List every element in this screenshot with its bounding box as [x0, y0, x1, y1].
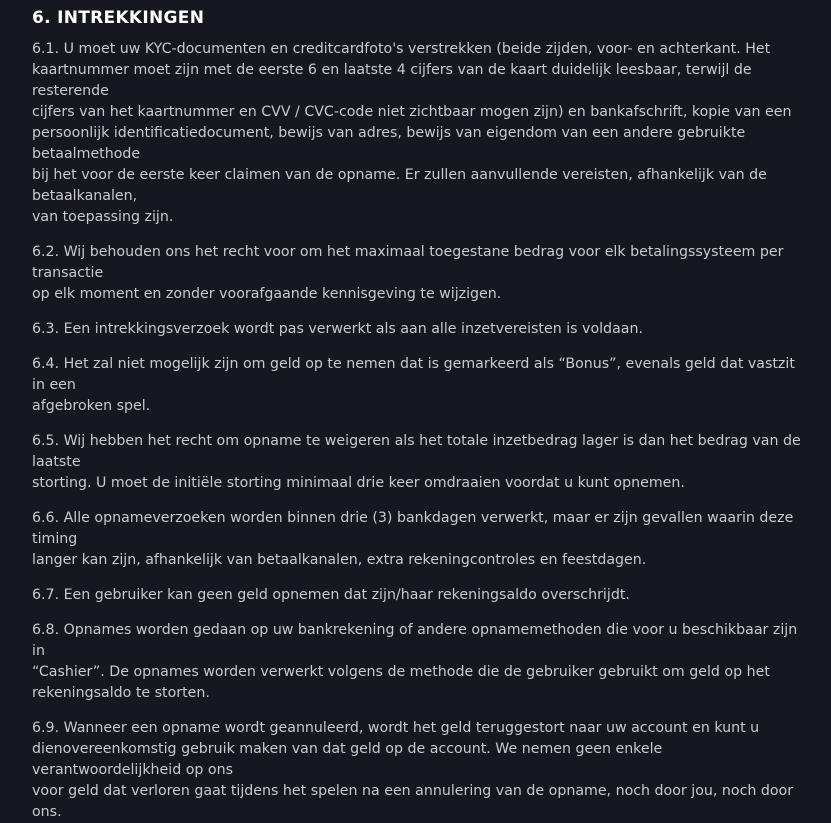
paragraph-gap: [32, 340, 831, 354]
clause-line: 6.7. Een gebruiker kan geen geld opnemen dat zijn/haar rekeningsaldo overschrijdt.: [32, 587, 630, 603]
clause-line: rekeningsaldo te storten.: [32, 685, 210, 701]
clause-paragraph: [32, 431, 812, 494]
clause-line: 6.5. Wij hebben het recht om opname te weigeren als het totale inzetbedrag lager is dan het bedrag van de laatste: [32, 433, 801, 470]
clause-line: 6.9. Wanneer een opname wordt geannuleerd, wordt het geld teruggestort naar uw account en kunt u: [32, 720, 760, 736]
clause-line: 6.4. Het zal niet mogelijk zijn om geld op te nemen dat is gemarkeerd als “Bonus”, evenals geld dat vastzit in een: [32, 356, 795, 393]
clause-line: cijfers van het kaartnummer en CVV / CVC-code niet zichtbaar mogen zijn) en bankafschrift, kopie van een: [32, 104, 792, 120]
clause-line: afgebroken spel.: [32, 398, 151, 414]
clause-paragraph: [32, 620, 812, 704]
clause-line: storting. U moet de initiële storting minimaal drie keer omdraaien voordat u kunt opnemen.: [32, 475, 685, 491]
clause-line: langer kan zijn, afhankelijk van betaalkanalen, extra rekeningcontroles en feestdagen.: [32, 552, 647, 568]
clause-line: 6.6. Alle opnameverzoeken worden binnen drie (3) bankdagen verwerkt, maar er zijn gevallen waarin deze timing: [32, 510, 794, 547]
clause-paragraph: [32, 585, 812, 606]
clause-paragraph: [32, 242, 812, 305]
paragraph-gap: [32, 494, 831, 508]
clause-line: persoonlijk identificatiedocument, bewijs van adres, bewijs van eigendom van een andere gebruikte betaalmethode: [32, 125, 746, 162]
clause-paragraph: [32, 508, 812, 571]
paragraph-gap: [32, 606, 831, 620]
paragraph-gap: [32, 417, 831, 431]
clause-paragraph: [32, 39, 812, 228]
paragraph-gap: [32, 228, 831, 242]
clause-line: 6.1. U moet uw KYC-documenten en creditcardfoto's verstrekken (beide zijden, voor- en achterkant. Het: [32, 41, 771, 57]
clause-paragraph: [32, 319, 812, 340]
clause-paragraph: [32, 354, 812, 417]
clause-line: dienovereenkomstig gebruik maken van dat geld op de account. We nemen geen enkele verantwoordelijkheid op ons: [32, 741, 663, 778]
section-body: [32, 39, 831, 823]
clause-line: bij het voor de eerste keer claimen van de opname. Er zullen aanvullende vereisten, afhankelijk van de betaalkanalen,: [32, 167, 767, 204]
clause-line: 6.2. Wij behouden ons het recht voor om het maximaal toegestane bedrag voor elk betalingssysteem per transactie: [32, 244, 784, 281]
clause-paragraph: [32, 718, 812, 823]
clause-line: 6.8. Opnames worden gedaan op uw bankrekening of andere opnamemethoden die voor u beschikbaar zijn in: [32, 622, 798, 659]
paragraph-gap: [32, 305, 831, 319]
paragraph-gap: [32, 704, 831, 718]
clause-line: op elk moment en zonder voorafgaande kennisgeving te wijzigen.: [32, 286, 502, 302]
clause-line: 6.3. Een intrekkingsverzoek wordt pas verwerkt als aan alle inzetvereisten is voldaan.: [32, 321, 643, 337]
clause-line: van toepassing zijn.: [32, 209, 174, 225]
clause-line: kaartnummer moet zijn met de eerste 6 en laatste 4 cijfers van de kaart duidelijk leesbaar, terwijl de resterende: [32, 62, 752, 99]
clause-line: voor geld dat verloren gaat tijdens het spelen na een annulering van de opname, noch door jou, noch door ons.: [32, 783, 794, 820]
clause-line: “Cashier”. De opnames worden verwerkt volgens de methode die de gebruiker gebruikt om geld op het: [32, 664, 770, 680]
paragraph-gap: [32, 571, 831, 585]
section-heading: 6. INTREKKINGEN: [32, 8, 205, 28]
